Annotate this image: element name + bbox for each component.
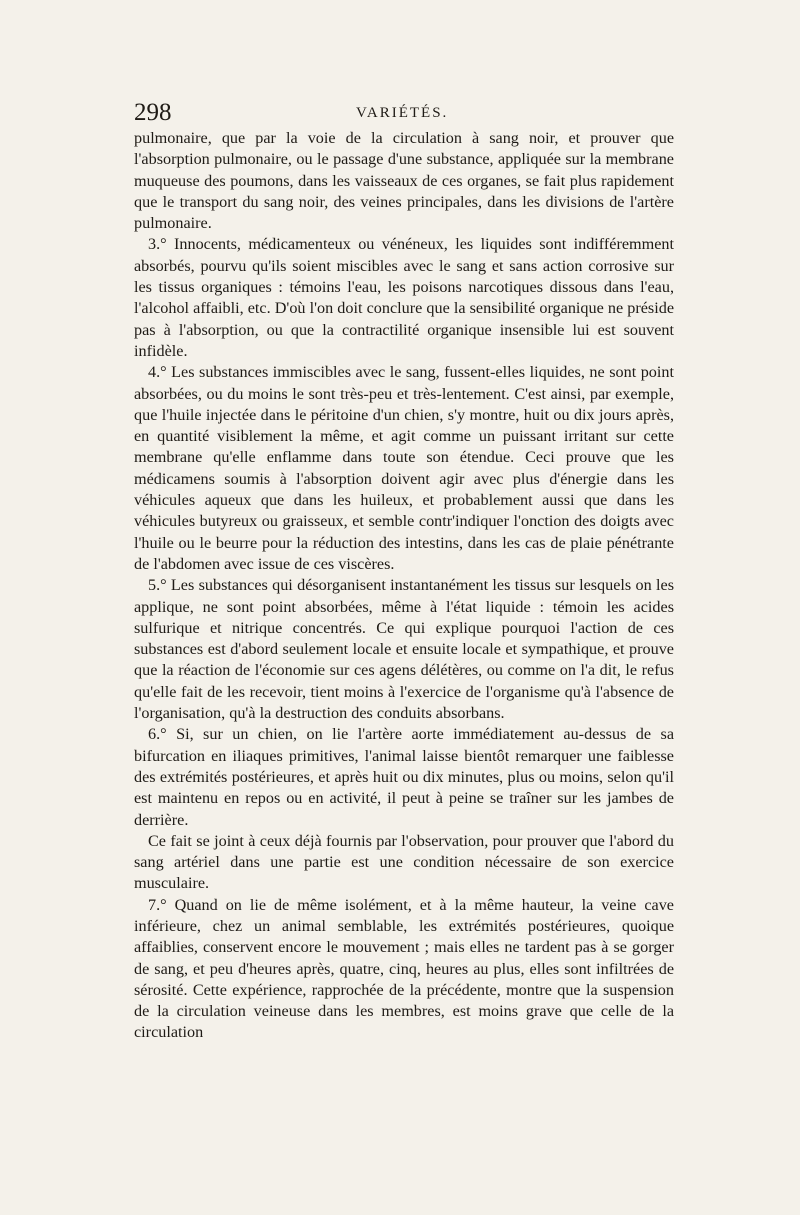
body-text [134, 128, 674, 1044]
page-header [134, 98, 674, 128]
running-head: VARIÉTÉS. [356, 105, 449, 121]
paragraph-5: 5.° Les substances qui désorganisent instantanément les tissus sur lesquels on les applique, ne sont point absorbées, même à l'état liquide : témoin les acides sulfurique et nitrique concentrés. Ce qui explique pourquoi l'action de ces substances est d'abord seulement locale et ensuite locale et sympathique, et prouve que la réaction de l'économie sur ces agens délétères, ou comme on l'a dit, le refus qu'elle fait de les recevoir, tient moins à l'exercice de l'organisme qu'à l'absence de l'organisation, qu'à la destruction des conduits absorbans. [134, 576, 674, 723]
paragraph-7: 7.° Quand on lie de même isolément, et à la même hauteur, la veine cave inférieure, chez un animal semblable, les extrémités postérieures, quoique affaiblies, conservent encore le mouvement ; mais elles ne tardent pas à se gorger de sang, et peu d'heures après, quatre, cinq, heures au plus, elles sont infiltrées de sérosité. Cette expérience, rapprochée de la précédente, montre que la suspension de la circulation veineuse dans les membres, est moins grave que celle de la circulation [134, 895, 674, 1042]
paragraph-6-note: Ce fait se joint à ceux déjà fournis par l'observation, pour prouver que l'abord du sang artériel dans une partie est une condition nécessaire de son exercice musculaire. [134, 831, 674, 893]
paragraph-3: 3.° Innocents, médicamenteux ou vénéneux, les liquides sont indifféremment absorbés, pourvu qu'ils soient miscibles avec le sang et sans action corrosive sur les tissus organiques : témoins l'eau, les poisons narcotiques dissous dans l'eau, l'alcohol affaibli, etc. D'où l'on doit conclure que la sensibilité organique ne préside pas à l'absorption, ou que la contractilité organique insensible lui est souvent infidèle. [134, 235, 674, 360]
page-number: 298 [134, 99, 172, 126]
paragraph-4: 4.° Les substances immiscibles avec le sang, fussent-elles liquides, ne sont point absorbées, ou du moins le sont très-peu et très-lentement. C'est ainsi, par exemple, que l'huile injectée dans le péritoine d'un chien, s'y montre, huit ou dix jours après, en quantité visiblement la même, et agit comme un puissant irritant sur cette membrane qu'elle enflamme dans toute son étendue. Ceci prouve que les médicamens soumis à l'absorption doivent agir avec plus d'énergie dans les véhicules aqueux que dans les huileux, et probablement aussi que dans les véhicules butyreux ou graisseux, et semble contr'indiquer l'onction des doigts avec l'huile ou le beurre pour la réduction des intestins, dans les cas de plaie pénétrante de l'abdomen avec issue de ces viscères. [134, 363, 674, 573]
paragraph-continuation: pulmonaire, que par la voie de la circulation à sang noir, et prouver que l'absorption pulmonaire, ou le passage d'une substance, appliquée sur la membrane muqueuse des poumons, dans les vaisseaux de ces organes, se fait plus rapidement que le transport du sang noir, des veines principales, dans les divisions de l'artère pulmonaire. [134, 129, 674, 233]
paragraph-6: 6.° Si, sur un chien, on lie l'artère aorte immédiatement au-dessus de sa bifurcation en iliaques primitives, l'animal laisse bientôt remarquer une faiblesse des extrémités postérieures, et après huit ou dix minutes, plus ou moins, selon qu'il est maintenu en repos ou en activité, il peut à peine se traîner sur les jambes de derrière. [134, 725, 674, 829]
